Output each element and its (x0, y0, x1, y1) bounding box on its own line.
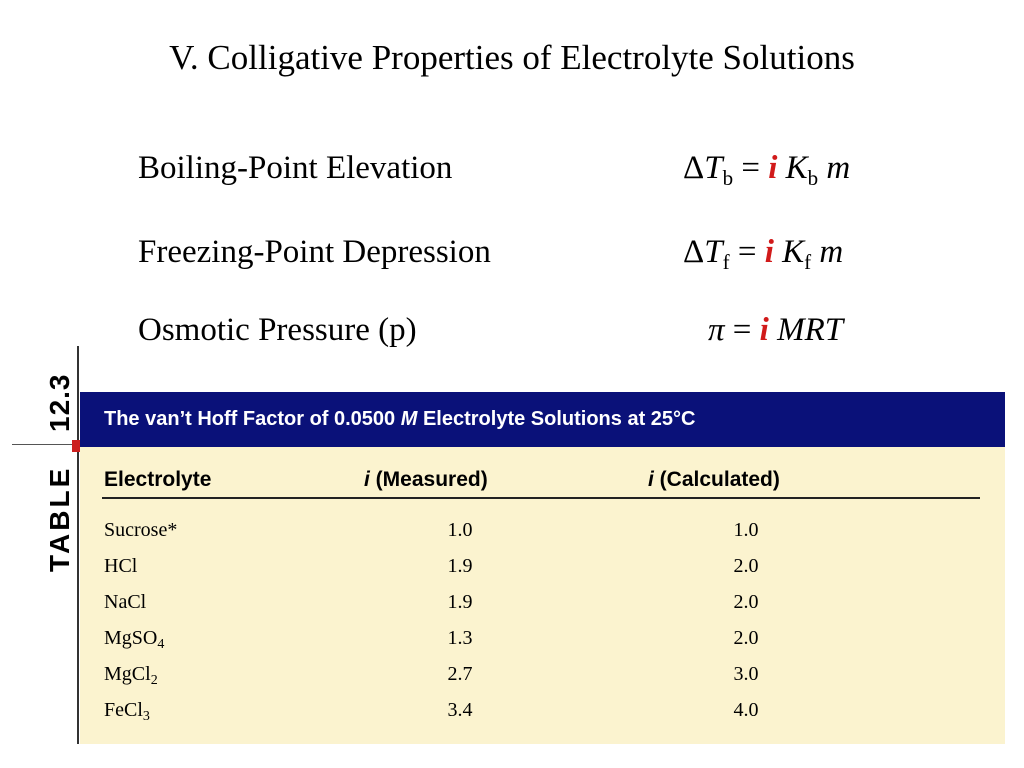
header-rule (102, 497, 980, 499)
table-side-rule (77, 346, 79, 744)
eq-mrt: MRT (777, 312, 844, 348)
property-boiling-point: Boiling-Point Elevation (138, 150, 453, 186)
electrolyte-name: HCl (104, 555, 138, 577)
eq-molality: m (819, 234, 844, 270)
equation-freezing-point (683, 234, 844, 274)
equation-boiling-point (683, 150, 851, 190)
i-calculated: 1.0 (733, 519, 759, 541)
header-measured (364, 468, 488, 492)
vant-hoff-factor: i (759, 312, 769, 348)
header-measured-label: (Measured) (369, 468, 488, 491)
i-measured: 1.9 (447, 591, 473, 613)
property-freezing-point: Freezing-Point Depression (138, 234, 491, 270)
table-row (80, 699, 1005, 735)
header-calculated-label: (Calculated) (653, 468, 780, 491)
i-measured: 3.4 (447, 699, 473, 721)
header-electrolyte: Electrolyte (104, 468, 212, 491)
electrolyte-name: Sucrose* (104, 519, 178, 541)
equals-sign: = (737, 234, 757, 270)
header-calculated-i: i (648, 468, 654, 491)
i-measured: 1.3 (447, 627, 473, 649)
delta-symbol: Δ (683, 234, 705, 270)
equals-sign: = (741, 150, 760, 186)
eq-constant: K (785, 150, 808, 186)
delta-symbol: Δ (683, 150, 705, 186)
electrolyte-name: MgCl$_2$ (104, 663, 158, 688)
i-calculated: 3.0 (733, 663, 759, 685)
header-calculated (648, 468, 780, 492)
equals-sign: = (732, 312, 752, 348)
i-calculated: 4.0 (733, 699, 759, 721)
caption-text-after: Electrolyte Solutions at 25°C (417, 408, 696, 430)
eq-constant-sub: f (804, 250, 812, 274)
i-calculated: 2.0 (733, 591, 759, 613)
eq-var-sub: f (722, 250, 730, 274)
table-number: 12.3 (44, 373, 75, 432)
label-divider (12, 444, 78, 445)
header-measured-i: i (364, 468, 370, 491)
eq-var: T (704, 150, 723, 186)
table-row (80, 519, 1005, 555)
eq-constant-sub: b (807, 166, 819, 190)
eq-var-sub: b (722, 166, 734, 190)
i-calculated: 2.0 (733, 555, 759, 577)
table-row (80, 663, 1005, 699)
table-word: TABLE (44, 465, 75, 572)
eq-var: T (704, 234, 723, 270)
electrolyte-name: FeCl$_3$ (104, 699, 150, 724)
equation-osmotic-pressure (708, 312, 843, 349)
vant-hoff-table (80, 392, 1005, 744)
i-calculated: 2.0 (733, 627, 759, 649)
eq-molality: m (826, 150, 851, 186)
vant-hoff-factor: i (764, 234, 774, 270)
caption-unit: M (400, 408, 418, 430)
table-row (80, 627, 1005, 663)
caption-text-before: The van’t Hoff Factor of 0.0500 (104, 408, 401, 430)
table-caption (80, 392, 1005, 447)
pi-symbol: π (708, 312, 725, 348)
electrolyte-name: NaCl (104, 591, 147, 613)
table-row (80, 591, 1005, 627)
vant-hoff-factor: i (768, 150, 778, 186)
i-measured: 2.7 (447, 663, 473, 685)
table-row (80, 555, 1005, 591)
eq-constant: K (782, 234, 805, 270)
electrolyte-name: MgSO$_4$ (104, 627, 165, 652)
table-side-label (14, 350, 74, 590)
slide-title: V. Colligative Properties of Electrolyte Solutions (169, 38, 855, 77)
i-measured: 1.9 (447, 555, 473, 577)
property-osmotic-pressure: Osmotic Pressure (p) (138, 312, 417, 348)
i-measured: 1.0 (447, 519, 473, 541)
